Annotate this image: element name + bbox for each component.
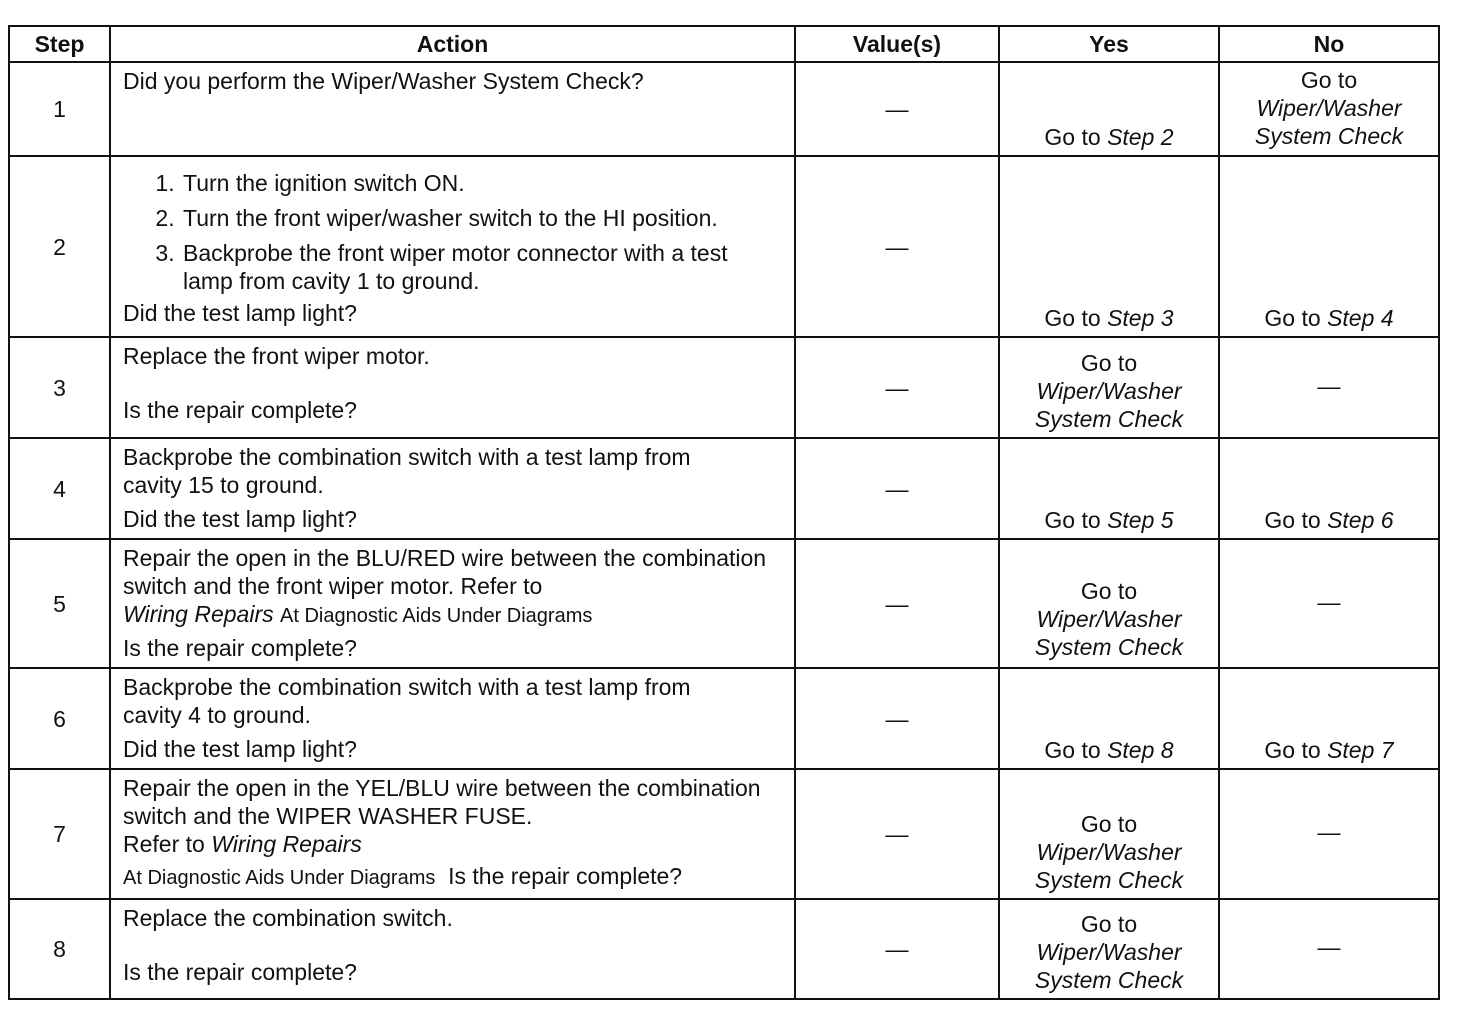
yes-prefix: Go to [1080, 578, 1138, 604]
header-values: Value(s) [795, 26, 999, 62]
action-step-item: 1. Turn the ignition switch ON. [181, 169, 782, 197]
yes-cell [999, 899, 1219, 999]
action-cell [110, 899, 795, 999]
action-cell [110, 539, 795, 668]
yes-ref: Step 3 [1107, 305, 1174, 331]
action-body: Repair the open in the YEL/BLU wire between the combination switch and the WIPER WASHER FUSE. [123, 775, 761, 829]
no-ref: Wiper/Washer System Check [1254, 95, 1404, 149]
yes-cell [999, 769, 1219, 899]
action-footer [123, 862, 782, 892]
no-ref: Step 7 [1327, 737, 1394, 763]
no-cell: — [1219, 539, 1439, 668]
yes-prefix: Go to [1080, 911, 1138, 937]
no-cell: — [1219, 769, 1439, 899]
action-question: Did the test lamp light? [123, 300, 357, 326]
yes-cell [999, 337, 1219, 438]
action-question: Is the repair complete? [448, 863, 683, 889]
value-cell: — [795, 438, 999, 539]
step-number: 5 [9, 539, 110, 668]
no-cell: — [1219, 899, 1439, 999]
action-cell [110, 62, 795, 156]
value-cell: — [795, 899, 999, 999]
action-ref: Wiring Repairs [123, 601, 274, 627]
step-number: 3 [9, 337, 110, 438]
no-cell [1219, 438, 1439, 539]
action-text: Backprobe the combination switch with a test lamp from cavity 15 to ground. [123, 444, 691, 498]
header-step: Step [9, 26, 110, 62]
no-prefix: Go to [1264, 305, 1328, 331]
action-question: Is the repair complete? [123, 635, 357, 661]
header-row [9, 26, 1439, 62]
yes-prefix: Go to [1044, 737, 1108, 763]
yes-ref: Step 8 [1107, 737, 1174, 763]
action-ref: Wiring Repairs [211, 831, 362, 857]
value-cell: — [795, 156, 999, 337]
step-number: 1 [9, 62, 110, 156]
yes-ref: Step 5 [1107, 507, 1174, 533]
yes-cell [999, 438, 1219, 539]
yes-cell [999, 539, 1219, 668]
action-step-item: 2. Turn the front wiper/washer switch to the HI position. [181, 204, 782, 232]
yes-ref: Wiper/Washer System Check [1034, 839, 1184, 893]
value-cell: — [795, 62, 999, 156]
action-question: Is the repair complete? [123, 959, 357, 985]
yes-prefix: Go to [1044, 305, 1108, 331]
yes-prefix: Go to [1044, 507, 1108, 533]
yes-cell [999, 668, 1219, 769]
table-row [9, 899, 1439, 999]
no-cell [1219, 62, 1439, 156]
action-ref-prefix: Refer to [123, 831, 212, 857]
header-yes: Yes [999, 26, 1219, 62]
no-prefix: Go to [1264, 737, 1328, 763]
value-cell: — [795, 769, 999, 899]
yes-cell [999, 156, 1219, 337]
action-text: Replace the front wiper motor. [123, 343, 430, 369]
action-cell [110, 337, 795, 438]
table-row [9, 539, 1439, 668]
action-text: Did you perform the Wiper/Washer System Check? [123, 68, 644, 94]
action-question: Did the test lamp light? [123, 736, 357, 762]
action-cell [110, 769, 795, 899]
no-prefix: Go to [1264, 507, 1328, 533]
table-row [9, 337, 1439, 438]
yes-prefix: Go to [1080, 811, 1138, 837]
action-text: Replace the combination switch. [123, 905, 453, 931]
action-steps [123, 169, 782, 295]
table-row [9, 156, 1439, 337]
action-cell [110, 438, 795, 539]
action-text [123, 774, 782, 858]
yes-prefix: Go to [1044, 124, 1108, 150]
action-body: Repair the open in the BLU/RED wire between the combination switch and the front wiper motor. Refer to [123, 545, 767, 599]
yes-ref: Wiper/Washer System Check [1034, 939, 1184, 993]
step-number: 2 [9, 156, 110, 337]
no-cell: — [1219, 337, 1439, 438]
no-cell [1219, 668, 1439, 769]
header-no: No [1219, 26, 1439, 62]
step-number: 7 [9, 769, 110, 899]
diagnostic-table [8, 25, 1440, 1000]
action-step-item: 3. Backprobe the front wiper motor connector with a test lamp from cavity 1 to ground. [181, 239, 782, 295]
action-question: Is the repair complete? [123, 397, 357, 423]
no-prefix: Go to [1300, 67, 1358, 93]
yes-ref: Wiper/Washer System Check [1034, 606, 1184, 660]
value-cell: — [795, 337, 999, 438]
action-question: Did the test lamp light? [123, 506, 357, 532]
table-row [9, 62, 1439, 156]
no-ref: Step 6 [1327, 507, 1394, 533]
no-ref: Step 4 [1327, 305, 1394, 331]
action-cell [110, 156, 795, 337]
header-action: Action [110, 26, 795, 62]
action-text: Backprobe the combination switch with a test lamp from cavity 4 to ground. [123, 674, 691, 728]
action-text [123, 544, 782, 630]
table-row [9, 438, 1439, 539]
table-row [9, 769, 1439, 899]
value-cell: — [795, 539, 999, 668]
yes-ref: Wiper/Washer System Check [1034, 378, 1184, 432]
step-number: 8 [9, 899, 110, 999]
value-cell: — [795, 668, 999, 769]
step-number: 4 [9, 438, 110, 539]
yes-cell [999, 62, 1219, 156]
no-cell [1219, 156, 1439, 337]
yes-ref: Step 2 [1107, 124, 1174, 150]
action-cell [110, 668, 795, 769]
table-row [9, 668, 1439, 769]
action-ref-suffix: At Diagnostic Aids Under Diagrams [123, 867, 436, 889]
action-ref-suffix: At Diagnostic Aids Under Diagrams [280, 605, 593, 627]
yes-prefix: Go to [1080, 350, 1138, 376]
step-number: 6 [9, 668, 110, 769]
